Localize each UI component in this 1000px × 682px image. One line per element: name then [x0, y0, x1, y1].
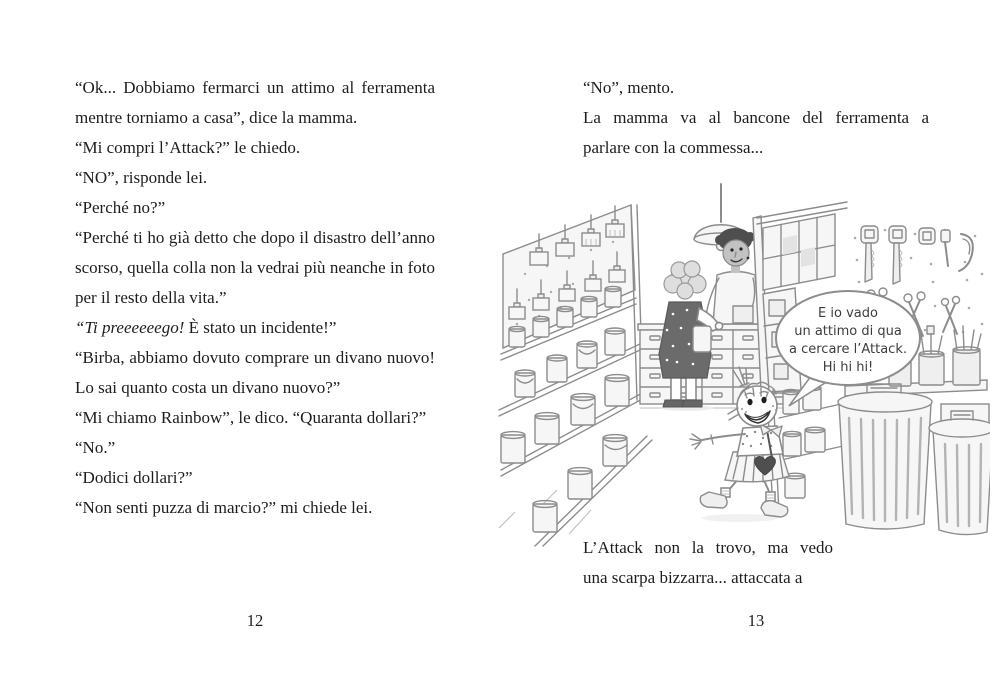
paragraph	[75, 313, 435, 343]
curly-hair	[664, 261, 706, 299]
bubble-line-4: Hi hi hi!	[822, 360, 874, 375]
paragraph-line: La mamma va al bancone del ferramenta a	[583, 108, 929, 127]
hardware-store-illustration	[495, 178, 990, 548]
paragraph: “Perché no?”	[75, 198, 166, 217]
paragraph: “Mi compri l’Attack?” le chiedo.	[75, 138, 301, 157]
paragraph: “Dodici dollari?”	[75, 468, 193, 487]
pliers-icon	[942, 297, 960, 335]
saw-icon	[861, 226, 878, 282]
left-page-text	[75, 73, 435, 523]
square-tool-icon	[919, 228, 935, 244]
bubble-line-3: a cercare l’Attack.	[789, 342, 907, 357]
page-number-right: 13	[747, 611, 765, 630]
paragraph: “Mi chiamo Rainbow”, le dico. “Quaranta dollari?”	[75, 408, 427, 427]
bubble-line-2: un attimo di qua	[794, 324, 902, 339]
paragraph: “No”, mento.	[583, 78, 675, 97]
page-number-left: 12	[246, 611, 264, 630]
italic-phrase: “Ti preeeeeego!	[75, 318, 185, 337]
paragraph: “NO”, risponde lei.	[75, 168, 208, 187]
small-trash-can	[929, 411, 990, 535]
right-page-text-top	[583, 73, 929, 163]
right-page-text-bottom	[583, 533, 833, 593]
paragraph: “Non senti puzza di marcio?” mi chiede lei.	[75, 498, 373, 517]
awl-icon	[941, 230, 950, 266]
hook-tool-icon	[959, 234, 973, 271]
trash-cans	[838, 384, 990, 535]
paragraph-line: parlare con la commessa...	[583, 138, 764, 157]
paragraph-rest: È stato un incidente!”	[184, 318, 337, 337]
left-shelf-unit	[499, 205, 652, 546]
paragraph-line: L’Attack non la trovo, ma vedo	[583, 538, 833, 557]
paragraph	[583, 103, 929, 163]
paragraph-line: una scarpa bizzarra... attaccata a	[583, 568, 803, 587]
paragraph: “No.”	[75, 438, 116, 457]
large-trash-can	[838, 384, 932, 529]
paragraph: “Perché ti ho già detto che dopo il disastro dell’anno scorso, quella colla non la vedrai più neanche in foto per il resto della vita.”	[75, 228, 435, 307]
paragraph: “Ok... Dobbiamo fermarci un attimo al ferramenta mentre torniamo a casa”, dice la mamma.	[75, 78, 435, 127]
paragraph: “Birba, abbiamo dovuto comprare un divano nuovo! Lo sai quanto costa un divano nuovo?”	[75, 348, 435, 397]
saw-icon	[889, 226, 906, 284]
bubble-line-1: E io vado	[818, 306, 878, 321]
